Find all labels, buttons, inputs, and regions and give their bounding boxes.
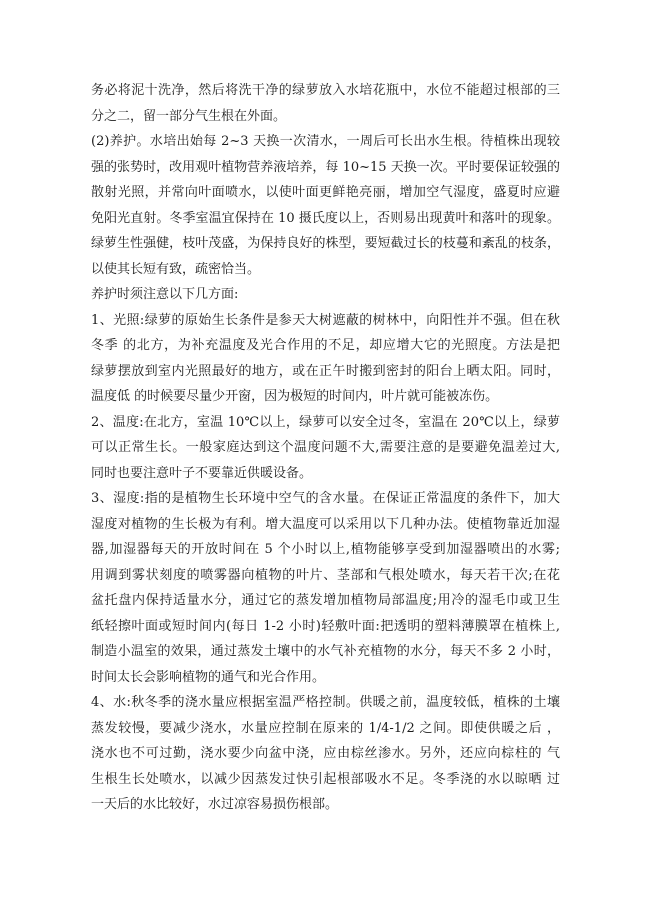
text-line: 绿萝生性强健，枝叶茂盛，为保持良好的株型，要短截过长的枝蔓和紊乱的枝条， xyxy=(91,236,560,251)
body-text xyxy=(91,78,560,818)
text-line: 一天后的水比较好，水过凉容易损伤根部。 xyxy=(91,797,339,812)
text-line: 分之二，留一部分气生根在外面。 xyxy=(91,108,287,124)
text-line: 纸轻擦叶面或短时间内(每日 1-2 小时)轻敷叶面:把透明的塑料薄膜罩在植株上, xyxy=(91,618,560,634)
text-line: 1、光照:绿萝的原始生长条件是参天大树遮蔽的树林中，向阳性并不强。但在秋 xyxy=(91,312,560,328)
text-line: 温度低 的时候要尽量少开窗，因为极短的时间内，叶片就可能被冻伤。 xyxy=(91,389,499,404)
text-line: 湿度对植物的生长极为有利。增大温度可以采用以下几种办法。使植物靠近加湿 xyxy=(91,516,560,532)
text-line: 蒸发较慢，要减少浇水，水量应控制在原来的 1/4-1/2 之间。即使供暖之后 ， xyxy=(91,720,560,736)
text-line: 可以正常生长。一般家庭达到这个温度问题不大,需要注意的是要避免温差过大, xyxy=(91,440,560,455)
text-line: 绿萝摆放到室内光照最好的地方，或在正午时搬到密封的阳台上晒太阳。同时， xyxy=(91,363,560,379)
text-line: 浇水也不可过勤，浇水要少向盆中浇，应由棕丝渗水。另外，还应向棕柱的 气 xyxy=(91,746,560,761)
text-line: 制造小温室的效果，通过蒸发土壤中的水气补充植物的水分，每天不多 2 小时， xyxy=(91,644,560,659)
text-line: 以使其长短有致，疏密恰当。 xyxy=(91,261,261,277)
text-line: 同时也要注意叶子不要靠近供暖设备。 xyxy=(91,465,313,481)
text-line: 4、水:秋冬季的浇水量应根据室温严格控制。供暖之前，温度较低，植株的土壤 xyxy=(91,695,560,710)
text-line: 用调到雾状刻度的喷雾器向植物的叶片、茎部和气根处喷水，每天若干次;在花 xyxy=(91,567,560,583)
text-line: 时间太长会影响植物的通气和光合作用。 xyxy=(91,669,326,685)
text-line: 2、温度:在北方，室温 10℃以上，绿萝可以安全过冬，室温在 20℃以上，绿萝 xyxy=(91,414,560,430)
text-line: 冬季 的北方，为补充温度及光合作用的不足，却应增大它的光照度。方法是把 xyxy=(91,338,560,353)
text-line: 散射光照，并常向叶面喷水，以使叶面更鲜艳亮丽，增加空气湿度，盛夏时应避 xyxy=(91,185,560,200)
text-line: 器,加湿器每天的开放时间在 5 个小时以上,植物能够享受到加湿器喷出的水雾; xyxy=(91,542,560,557)
text-line: (2)养护。水培出始每 2~3 天换一次清水，一周后可长出水生根。待植株出现较 xyxy=(91,134,560,149)
text-line: 3、湿度:指的是植物生长环境中空气的含水量。在保证正常温度的条件下，加大 xyxy=(91,491,560,506)
section-heading: 养护时须注意以下几方面: xyxy=(91,287,239,302)
text-line: 免阳光直射。冬季室温宜保持在 10 摄氏度以上，否则易出现黄叶和落叶的现象。 xyxy=(91,210,560,226)
text-line: 强的张势时，改用观叶植物营养液培养，每 10~15 天换一次。平时要保证较强的 xyxy=(91,159,560,175)
text-line: 务必将泥十洗净，然后将洗干净的绿萝放入水培花瓶中，水位不能超过根部的三 xyxy=(91,83,560,98)
text-line: 盆托盘内保持适量水分，通过它的蒸发增加植物局部温度;用冷的湿毛巾或卫生 xyxy=(91,593,560,608)
text-line: 生根生长处喷水，以减少因蒸发过快引起根部吸水不足。冬季浇的水以晾晒 过 xyxy=(91,771,560,787)
